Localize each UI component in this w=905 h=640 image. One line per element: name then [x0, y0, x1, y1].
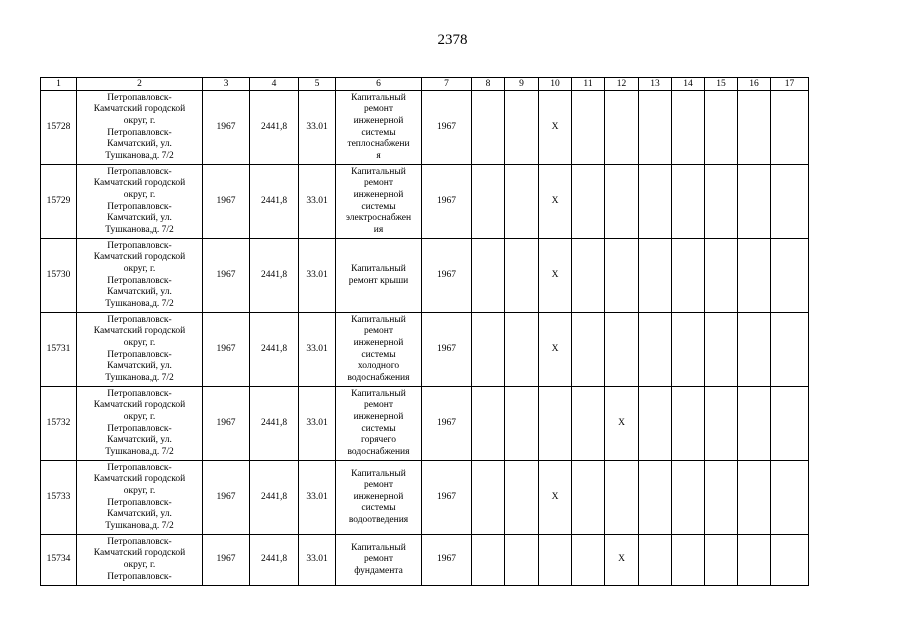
mark-cell: [738, 165, 771, 239]
year-built: 1967: [203, 165, 250, 239]
planned-year: 1967: [422, 387, 472, 461]
header-cell: 6: [336, 78, 422, 91]
header-cell: 7: [422, 78, 472, 91]
mark-cell: X: [605, 535, 639, 586]
address-cell-line: Камчатский, ул.: [107, 361, 172, 372]
mark-cell: [572, 461, 605, 535]
work-type-line: электроснабжен: [345, 213, 412, 224]
work-type-line: системы: [361, 423, 396, 434]
work-type-line: Капитальный: [351, 542, 406, 553]
mark-cell: [771, 239, 809, 313]
mark-cell: [771, 387, 809, 461]
mark-cell: [472, 165, 505, 239]
mark-cell: [605, 165, 639, 239]
planned-year: 1967: [422, 239, 472, 313]
table-body: [41, 78, 809, 586]
mark-cell: [505, 313, 539, 387]
work-type-line: ия: [373, 224, 384, 235]
work-type-line: ремонт: [364, 554, 393, 565]
work-type-line: системы: [361, 349, 396, 360]
work-type: [336, 239, 422, 313]
mark-cell: [472, 239, 505, 313]
address-cell-line: Петропавловск-: [107, 92, 172, 103]
mark-cell: [605, 239, 639, 313]
table-row: [41, 165, 809, 239]
mark-cell: [572, 387, 605, 461]
mark-cell: [705, 461, 738, 535]
year-built: 1967: [203, 239, 250, 313]
code-cell: 33.01: [299, 535, 336, 586]
total-area: 2441,8: [250, 535, 299, 586]
header-cell: 11: [572, 78, 605, 91]
mark-cell: X: [539, 313, 572, 387]
header-cell: 4: [250, 78, 299, 91]
mark-cell: [705, 165, 738, 239]
work-type-line: водоснабжения: [347, 372, 410, 383]
address-cell-line: Тушканова,д. 7/2: [105, 446, 174, 457]
work-type-line: Капитальный: [351, 388, 406, 399]
mark-cell: X: [539, 461, 572, 535]
mark-cell: [672, 91, 705, 165]
work-type: [336, 461, 422, 535]
work-type: [336, 387, 422, 461]
address-cell-line: Тушканова,д. 7/2: [105, 520, 174, 531]
address-cell-line: Тушканова,д. 7/2: [105, 372, 174, 383]
address-cell: [77, 313, 203, 387]
address-cell-line: Камчатский, ул.: [107, 213, 172, 224]
code-cell: 33.01: [299, 239, 336, 313]
record-id: 15730: [41, 239, 77, 313]
work-type-line: водоснабжения: [347, 446, 410, 457]
address-cell: [77, 165, 203, 239]
mark-cell: [639, 387, 672, 461]
mark-cell: [639, 239, 672, 313]
mark-cell: [505, 387, 539, 461]
header-cell: 8: [472, 78, 505, 91]
header-cell: 17: [771, 78, 809, 91]
address-cell-line: Камчатский, ул.: [107, 509, 172, 520]
mark-cell: [672, 387, 705, 461]
work-type-line: системы: [361, 503, 396, 514]
work-type-line: горячего: [361, 435, 396, 446]
address-cell-line: округ, г.: [123, 485, 156, 496]
table-row: [41, 239, 809, 313]
total-area: 2441,8: [250, 91, 299, 165]
address-cell: [77, 239, 203, 313]
mark-cell: [738, 387, 771, 461]
mark-cell: [539, 535, 572, 586]
mark-cell: [672, 239, 705, 313]
mark-cell: [738, 535, 771, 586]
planned-year: 1967: [422, 313, 472, 387]
mark-cell: X: [539, 165, 572, 239]
total-area: 2441,8: [250, 165, 299, 239]
address-cell-line: Камчатский городской: [93, 178, 186, 189]
header-cell: 2: [77, 78, 203, 91]
year-built: 1967: [203, 313, 250, 387]
header-cell: 12: [605, 78, 639, 91]
mark-cell: [639, 535, 672, 586]
header-cell: 14: [672, 78, 705, 91]
mark-cell: [605, 461, 639, 535]
address-cell-line: Петропавловск-: [107, 166, 172, 177]
address-cell-line: Тушканова,д. 7/2: [105, 150, 174, 161]
work-type-line: Капитальный: [351, 314, 406, 325]
address-cell: [77, 461, 203, 535]
mark-cell: [472, 91, 505, 165]
mark-cell: [738, 461, 771, 535]
table-row: [41, 313, 809, 387]
address-cell-line: округ, г.: [123, 189, 156, 200]
planned-year: 1967: [422, 165, 472, 239]
address-cell-line: Камчатский, ул.: [107, 287, 172, 298]
address-cell-line: округ, г.: [123, 115, 156, 126]
total-area: 2441,8: [250, 239, 299, 313]
mark-cell: [705, 313, 738, 387]
address-cell: [77, 387, 203, 461]
mark-cell: [472, 313, 505, 387]
address-cell-line: Камчатский, ул.: [107, 435, 172, 446]
record-id: 15733: [41, 461, 77, 535]
page-number: 2378: [437, 32, 468, 48]
address-cell-line: Камчатский городской: [93, 400, 186, 411]
work-type-line: инженерной: [353, 115, 404, 126]
address-cell-line: Петропавловск-: [107, 240, 172, 251]
code-cell: 33.01: [299, 91, 336, 165]
planned-year: 1967: [422, 461, 472, 535]
header-cell: 1: [41, 78, 77, 91]
address-cell-line: Петропавловск-: [107, 388, 172, 399]
mark-cell: [505, 91, 539, 165]
work-type-line: ремонт: [364, 400, 393, 411]
mark-cell: [572, 535, 605, 586]
address-cell-line: Петропавловск-: [107, 462, 172, 473]
work-type-line: Капитальный: [351, 263, 406, 274]
address-cell-line: округ, г.: [123, 411, 156, 422]
work-type-line: водоотведения: [348, 514, 409, 525]
header-cell: 5: [299, 78, 336, 91]
mark-cell: [505, 461, 539, 535]
total-area: 2441,8: [250, 387, 299, 461]
mark-cell: [472, 535, 505, 586]
record-id: 15734: [41, 535, 77, 586]
work-type-line: инженерной: [353, 337, 404, 348]
header-cell: 15: [705, 78, 738, 91]
mark-cell: [605, 91, 639, 165]
table-row: [41, 461, 809, 535]
year-built: 1967: [203, 461, 250, 535]
address-cell-line: Камчатский городской: [93, 474, 186, 485]
mark-cell: [572, 239, 605, 313]
work-type-line: ремонт: [364, 480, 393, 491]
record-id: 15729: [41, 165, 77, 239]
mark-cell: [639, 91, 672, 165]
work-type-line: Капитальный: [351, 166, 406, 177]
mark-cell: [639, 313, 672, 387]
work-type-line: теплоснабжени: [347, 139, 410, 150]
work-type-line: инженерной: [353, 411, 404, 422]
mark-cell: [672, 535, 705, 586]
code-cell: 33.01: [299, 387, 336, 461]
work-type: [336, 165, 422, 239]
total-area: 2441,8: [250, 313, 299, 387]
work-type-line: ремонт: [364, 326, 393, 337]
address-cell-line: Камчатский городской: [93, 548, 186, 559]
mark-cell: [505, 535, 539, 586]
address-cell-line: округ, г.: [123, 337, 156, 348]
work-type-line: фундамента: [354, 565, 403, 576]
code-cell: 33.01: [299, 461, 336, 535]
table-row: [41, 91, 809, 165]
address-cell-line: округ, г.: [123, 560, 156, 570]
mark-cell: [705, 239, 738, 313]
mark-cell: [539, 387, 572, 461]
mark-cell: [505, 239, 539, 313]
mark-cell: [572, 165, 605, 239]
work-type-line: инженерной: [353, 491, 404, 502]
header-cell: 3: [203, 78, 250, 91]
mark-cell: [472, 387, 505, 461]
address-cell: [77, 91, 203, 165]
mark-cell: [738, 313, 771, 387]
table-row: [41, 387, 809, 461]
address-cell-line: Петропавловск-: [107, 201, 172, 212]
mark-cell: [572, 313, 605, 387]
mark-cell: [672, 461, 705, 535]
work-type-line: ремонт: [364, 104, 393, 115]
year-built: 1967: [203, 387, 250, 461]
address-cell-line: Камчатский, ул.: [107, 139, 172, 150]
mark-cell: [705, 535, 738, 586]
work-type-line: ремонт: [364, 178, 393, 189]
mark-cell: [505, 165, 539, 239]
address-cell-line: Камчатский городской: [93, 326, 186, 337]
year-built: 1967: [203, 91, 250, 165]
mark-cell: [771, 461, 809, 535]
work-type: [336, 313, 422, 387]
mark-cell: [738, 91, 771, 165]
address-cell-line: Тушканова,д. 7/2: [105, 298, 174, 309]
code-cell: 33.01: [299, 165, 336, 239]
address-cell-line: Петропавловск-: [107, 127, 172, 138]
record-id: 15732: [41, 387, 77, 461]
address-cell-line: Петропавловск-: [107, 497, 172, 508]
mark-cell: X: [539, 239, 572, 313]
header-cell: 9: [505, 78, 539, 91]
mark-cell: [771, 165, 809, 239]
address-cell-line: округ, г.: [123, 263, 156, 274]
address-cell-line: Петропавловск-: [107, 349, 172, 360]
header-cell: 13: [639, 78, 672, 91]
table-row: [41, 535, 809, 586]
mark-cell: [672, 313, 705, 387]
address-cell-line: Камчатский городской: [93, 104, 186, 115]
mark-cell: [605, 313, 639, 387]
header-row: [41, 78, 809, 91]
address-cell-line: Петропавловск-: [107, 275, 172, 286]
work-type-line: я: [376, 150, 381, 161]
mark-cell: [771, 535, 809, 586]
year-built: 1967: [203, 535, 250, 586]
record-id: 15731: [41, 313, 77, 387]
mark-cell: [572, 91, 605, 165]
record-id: 15728: [41, 91, 77, 165]
work-type-line: ремонт крыши: [348, 275, 409, 286]
mark-cell: X: [539, 91, 572, 165]
work-type-line: холодного: [357, 361, 400, 372]
address-cell-line: Петропавловск-: [107, 314, 172, 325]
mark-cell: [738, 239, 771, 313]
code-cell: 33.01: [299, 313, 336, 387]
mark-cell: [672, 165, 705, 239]
work-type-line: Капитальный: [351, 92, 406, 103]
work-type-line: системы: [361, 201, 396, 212]
work-type-line: Капитальный: [351, 468, 406, 479]
header-cell: 16: [738, 78, 771, 91]
total-area: 2441,8: [250, 461, 299, 535]
address-cell: [77, 535, 203, 586]
work-type-line: системы: [361, 127, 396, 138]
mark-cell: [472, 461, 505, 535]
address-cell-line: Петропавловск-: [107, 423, 172, 434]
planned-year: 1967: [422, 535, 472, 586]
work-type: [336, 535, 422, 586]
register-table: [40, 77, 809, 586]
mark-cell: [705, 91, 738, 165]
mark-cell: [771, 91, 809, 165]
address-cell-line: Камчатский городской: [93, 252, 186, 263]
header-cell: 10: [539, 78, 572, 91]
address-cell-line: Петропавловск-: [107, 536, 172, 547]
mark-cell: [639, 461, 672, 535]
work-type: [336, 91, 422, 165]
mark-cell: [639, 165, 672, 239]
work-type-line: инженерной: [353, 189, 404, 200]
mark-cell: [705, 387, 738, 461]
address-cell-line: Тушканова,д. 7/2: [105, 224, 174, 235]
planned-year: 1967: [422, 91, 472, 165]
mark-cell: X: [605, 387, 639, 461]
mark-cell: [771, 313, 809, 387]
address-cell-line: Петропавловск-: [107, 571, 172, 582]
